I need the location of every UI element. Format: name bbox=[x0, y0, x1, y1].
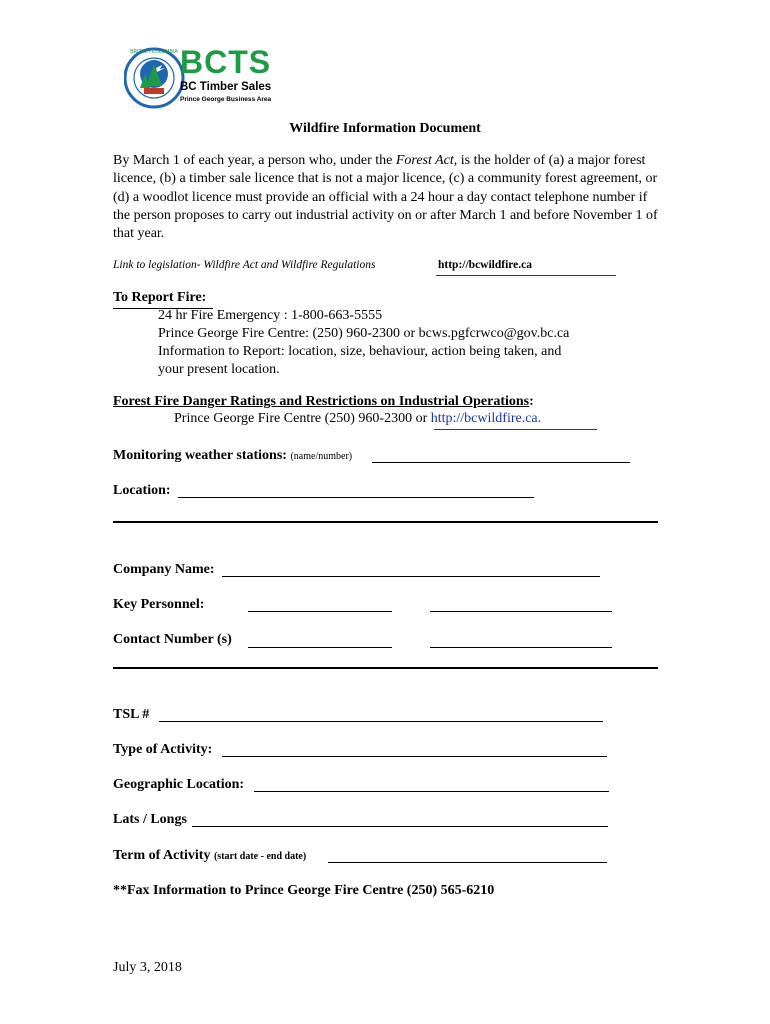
location-label: Location: bbox=[113, 483, 171, 498]
intro-paragraph bbox=[113, 152, 658, 243]
intro-text-post: , is the holder of (a) a major forest licence, (b) a timber sale licence that is not a major licence, (c) a community forest agreement, or (d) a woodlot licence must provide an official with a 24 hour a day contact telephone number if the person proposes to carry out industrial activity on or after March 1 and before November 1 of that year. bbox=[113, 153, 658, 242]
company-name-field[interactable] bbox=[222, 576, 600, 577]
fire-emergency-line: 24 hr Fire Emergency : 1-800-663-5555 bbox=[158, 308, 383, 323]
tsl-field[interactable] bbox=[159, 721, 603, 722]
contact-number-field-1[interactable] bbox=[248, 647, 392, 648]
lats-longs-label: Lats / Longs bbox=[113, 812, 187, 827]
contact-number-field-2[interactable] bbox=[430, 647, 612, 648]
section-divider-2 bbox=[113, 667, 658, 669]
brand-title: BCTS bbox=[180, 44, 272, 80]
report-fire-heading: To Report Fire: bbox=[113, 290, 207, 305]
weather-stations-field[interactable] bbox=[372, 462, 630, 463]
intro-act-name: Forest Act bbox=[395, 153, 454, 168]
term-of-activity-field[interactable] bbox=[328, 862, 607, 863]
seal-book bbox=[144, 88, 164, 94]
company-name-label: Company Name: bbox=[113, 562, 215, 577]
document-date: July 3, 2018 bbox=[113, 960, 182, 975]
brand-name: BC Timber Sales bbox=[180, 81, 272, 93]
geographic-location-field[interactable] bbox=[254, 791, 609, 792]
activity-type-label: Type of Activity: bbox=[113, 742, 213, 757]
info-to-report-line: Information to Report: location, size, behaviour, action being taken, and bbox=[158, 344, 562, 359]
danger-link-underline bbox=[434, 429, 597, 430]
lats-longs-field[interactable] bbox=[192, 826, 608, 827]
fire-centre-line: Prince George Fire Centre: (250) 960-2300 or bcws.pgfcrwco@gov.bc.ca bbox=[158, 326, 570, 341]
bcwildfire-link-2[interactable]: http://bcwildfire.ca. bbox=[430, 411, 542, 426]
website-underline bbox=[436, 275, 616, 276]
contact-number-label: Contact Number (s) bbox=[113, 632, 232, 647]
tsl-label: TSL # bbox=[113, 707, 150, 722]
key-personnel-field-2[interactable] bbox=[430, 611, 612, 612]
legislation-link[interactable]: Link to legislation- Wildfire Act and Wildfire Regulations bbox=[113, 259, 376, 271]
danger-heading-colon: : bbox=[529, 394, 534, 409]
weather-stations-label: Monitoring weather stations: (name/number) bbox=[113, 448, 353, 463]
danger-ratings-heading bbox=[113, 394, 534, 410]
brand-area: Prince George Business Area bbox=[180, 96, 272, 103]
key-personnel-field-1[interactable] bbox=[248, 611, 392, 612]
svg-text:BRITISH COLUMBIA: BRITISH COLUMBIA bbox=[130, 49, 178, 55]
term-hint: (start date - end date) bbox=[213, 851, 307, 862]
activity-type-field[interactable] bbox=[222, 756, 607, 757]
location-field[interactable] bbox=[178, 497, 534, 498]
weather-hint: (name/number) bbox=[290, 451, 353, 462]
danger-contact-line bbox=[174, 411, 541, 427]
geographic-location-label: Geographic Location: bbox=[113, 777, 245, 792]
fax-note: **Fax Information to Prince George Fire Centre (250) 565-6210 bbox=[113, 883, 495, 898]
danger-heading-text: Forest Fire Danger Ratings and Restrictions on Industrial Operations bbox=[113, 394, 530, 409]
section-divider-1 bbox=[113, 521, 658, 523]
info-to-report-line-2: your present location. bbox=[158, 362, 280, 377]
danger-contact-text: Prince George Fire Centre (250) 960-2300 or bbox=[174, 411, 431, 426]
term-of-activity-label: Term of Activity (start date - end date) bbox=[113, 848, 307, 863]
intro-text-pre: By March 1 of each year, a person who, under the bbox=[113, 153, 396, 168]
document-title: Wildfire Information Document bbox=[289, 121, 481, 136]
key-personnel-label: Key Personnel: bbox=[113, 597, 205, 612]
bcwildfire-link[interactable]: http://bcwildfire.ca bbox=[438, 259, 533, 271]
